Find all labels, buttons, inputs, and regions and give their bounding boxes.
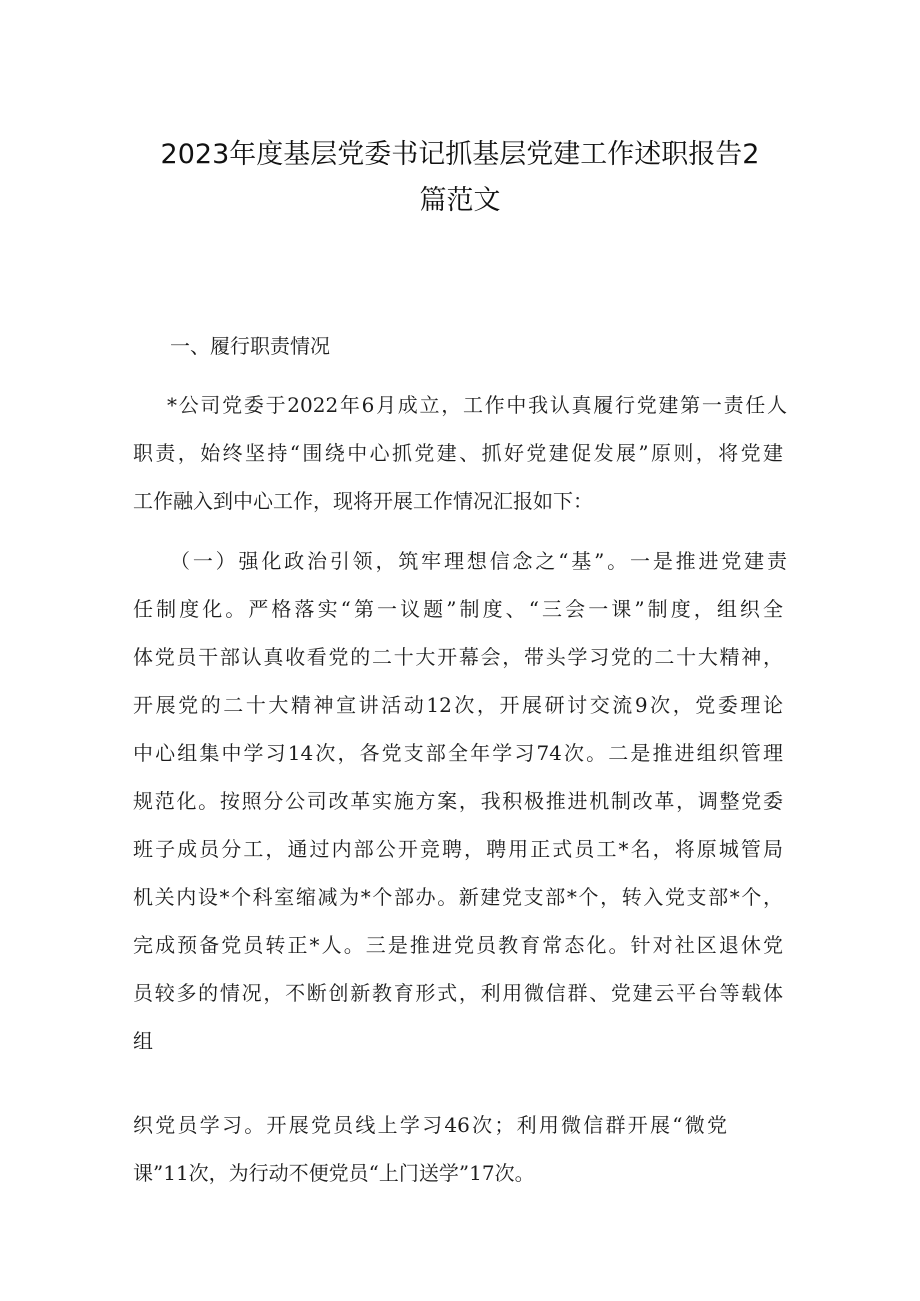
paragraph-3-line-1: 织党员学习。开展党员线上学习46次；利用微信群开展“微党 <box>133 1113 727 1137</box>
paragraph-2-line-9: 完成预备党员转正*人。三是推进党员教育常态化。针对社区退休党 <box>133 933 783 957</box>
paragraph-2-line-4: 开展党的二十大精神宣讲活动12次，开展研讨交流9次，党委理论 <box>133 693 783 717</box>
paragraph-2-line-6: 规范化。按照分公司改革实施方案，我积极推进机制改革，调整党委 <box>133 789 783 813</box>
paragraph-2-line-11: 组 <box>133 1029 153 1053</box>
paragraph-2-line-10: 员较多的情况，不断创新教育形式，利用微信群、党建云平台等载体 <box>133 981 783 1005</box>
paragraph-2-line-5: 中心组集中学习14次，各党支部全年学习74次。二是推进组织管理 <box>133 741 783 765</box>
paragraph-2-line-7: 班子成员分工，通过内部公开竞聘，聘用正式员工*名，将原城管局 <box>133 837 783 861</box>
paragraph-3-line-2: 课”11次，为行动不便党员“上门送学”17次。 <box>133 1161 535 1185</box>
paragraph-1-line-2: 职责，始终坚持“围绕中心抓党建、抓好党建促发展”原则，将党建 <box>133 441 783 465</box>
paragraph-2-line-1: （一）强化政治引领，筑牢理想信念之“基”。一是推进党建责 <box>170 549 787 573</box>
document-title <box>130 132 790 224</box>
paragraph-2-line-2: 任制度化。严格落实“第一议题”制度、“三会一课”制度，组织全 <box>133 597 783 621</box>
paragraph-2-line-8: 机关内设*个科室缩减为*个部办。新建党支部*个，转入党支部*个， <box>133 885 783 909</box>
title-line-1: 2023年度基层党委书记抓基层党建工作述职报告2 <box>160 139 760 170</box>
title-line-2: 篇范文 <box>419 185 501 216</box>
section-heading: 一、履行职责情况 <box>170 334 330 358</box>
paragraph-1-line-1: *公司党委于2022年6月成立，工作中我认真履行党建第一责任人 <box>167 393 787 417</box>
paragraph-2-line-3: 体党员干部认真收看党的二十大开幕会，带头学习党的二十大精神， <box>133 645 783 669</box>
paragraph-1-line-3: 工作融入到中心工作，现将开展工作情况汇报如下： <box>133 489 593 513</box>
